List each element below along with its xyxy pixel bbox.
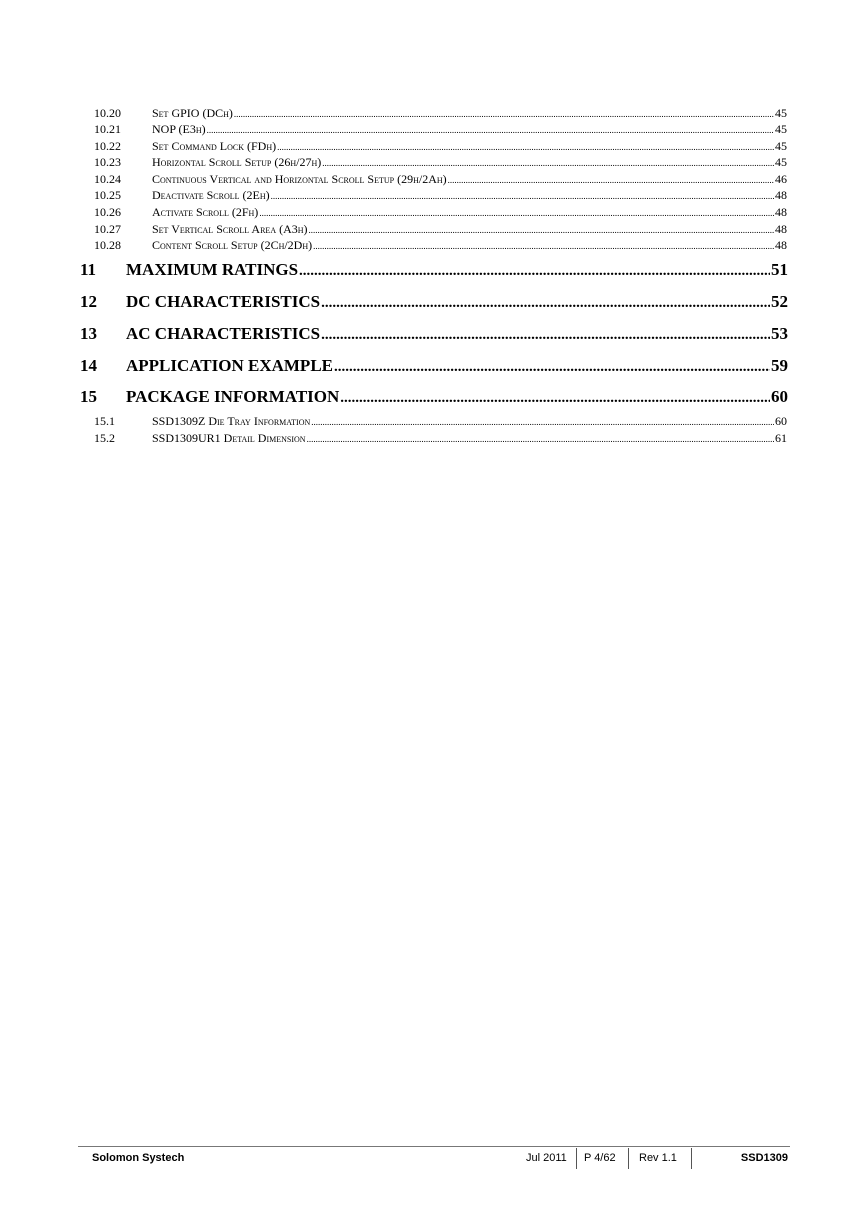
section-title: MAXIMUM RATINGS xyxy=(126,260,299,279)
page-number: P 4/62 xyxy=(584,1152,616,1164)
model-number: SSD1309 xyxy=(740,1152,788,1164)
section-title: APPLICATION EXAMPLE xyxy=(126,356,333,375)
toc-section-14[interactable] xyxy=(80,356,788,378)
entry-title: Set Command Lock (FDh) xyxy=(152,139,277,153)
entry-number: 10.24 xyxy=(94,172,121,186)
section-number: 15 xyxy=(80,387,97,406)
footer-divider xyxy=(628,1148,629,1169)
section-title: AC CHARACTERISTICS xyxy=(126,324,321,343)
dot-leader xyxy=(299,263,770,280)
toc-section-13[interactable] xyxy=(80,324,788,346)
entry-number: 10.26 xyxy=(94,205,121,219)
dot-leader xyxy=(259,208,774,218)
entry-title: Deactivate Scroll (2Eh) xyxy=(152,188,270,202)
dot-leader xyxy=(307,434,774,444)
toc-entry-10-28[interactable] xyxy=(94,238,787,254)
section-title: PACKAGE INFORMATION xyxy=(126,387,340,406)
entry-page: 45 xyxy=(775,155,787,169)
entry-title: Activate Scroll (2Fh) xyxy=(152,205,259,219)
entry-number: 10.27 xyxy=(94,222,121,236)
entry-page: 46 xyxy=(775,172,787,186)
toc-entry-15-1[interactable] xyxy=(94,414,787,430)
toc-entry-15-2[interactable] xyxy=(94,431,787,447)
dot-leader xyxy=(313,241,774,251)
toc-entry-10-23[interactable] xyxy=(94,155,787,171)
toc-entry-10-27[interactable] xyxy=(94,222,787,238)
company-name: Solomon Systech xyxy=(92,1152,185,1164)
toc-entry-10-26[interactable] xyxy=(94,205,787,221)
document-date: Jul 2011 xyxy=(526,1152,567,1164)
entry-page: 45 xyxy=(775,106,787,120)
entry-page: 48 xyxy=(775,222,787,236)
section-page: 59 xyxy=(771,356,788,375)
entry-title: Continuous Vertical and Horizontal Scroll Setup (29h/2Ah) xyxy=(152,172,447,186)
entry-number: 10.28 xyxy=(94,238,121,252)
dot-leader xyxy=(340,390,770,407)
entry-title: NOP (E3h) xyxy=(152,122,206,136)
section-page: 53 xyxy=(771,324,788,343)
dot-leader xyxy=(234,109,774,119)
entry-page: 48 xyxy=(775,188,787,202)
section-page: 51 xyxy=(771,260,788,279)
toc-section-15[interactable] xyxy=(80,387,788,409)
dot-leader xyxy=(311,417,774,427)
toc-entry-10-21[interactable] xyxy=(94,122,787,138)
dot-leader xyxy=(322,158,774,168)
dot-leader xyxy=(334,359,770,376)
dot-leader xyxy=(271,191,774,201)
dot-leader xyxy=(207,125,774,135)
entry-title: SSD1309UR1 Detail Dimension xyxy=(152,431,306,445)
section-title: DC CHARACTERISTICS xyxy=(126,292,321,311)
toc-section-12[interactable] xyxy=(80,292,788,314)
toc-section-11[interactable] xyxy=(80,260,788,282)
dot-leader xyxy=(321,295,770,312)
dot-leader xyxy=(277,142,774,152)
dot-leader xyxy=(448,175,774,185)
section-number: 11 xyxy=(80,260,97,279)
entry-page: 45 xyxy=(775,122,787,136)
revision: Rev 1.1 xyxy=(639,1152,677,1164)
toc-entry-10-22[interactable] xyxy=(94,139,787,155)
section-number: 12 xyxy=(80,292,97,311)
entry-page: 61 xyxy=(775,431,787,445)
entry-number: 10.23 xyxy=(94,155,121,169)
section-number: 14 xyxy=(80,356,97,375)
entry-title: SSD1309Z Die Tray Information xyxy=(152,414,311,428)
footer-divider xyxy=(576,1148,577,1169)
toc-entry-10-25[interactable] xyxy=(94,188,787,204)
section-number: 13 xyxy=(80,324,97,343)
toc-entry-10-24[interactable] xyxy=(94,172,787,188)
entry-number: 10.25 xyxy=(94,188,121,202)
entry-number: 10.20 xyxy=(94,106,121,120)
entry-title: Horizontal Scroll Setup (26h/27h) xyxy=(152,155,322,169)
entry-title: Set Vertical Scroll Area (A3h) xyxy=(152,222,308,236)
dot-leader xyxy=(309,225,774,235)
section-page: 60 xyxy=(771,387,788,406)
entry-page: 48 xyxy=(775,205,787,219)
entry-number: 10.22 xyxy=(94,139,121,153)
dot-leader xyxy=(321,327,770,344)
entry-page: 45 xyxy=(775,139,787,153)
page-footer xyxy=(78,1146,790,1171)
entry-title: Set GPIO (DCh) xyxy=(152,106,233,120)
entry-page: 60 xyxy=(775,414,787,428)
entry-page: 48 xyxy=(775,238,787,252)
entry-title: Content Scroll Setup (2Ch/2Dh) xyxy=(152,238,313,252)
entry-number: 10.21 xyxy=(94,122,121,136)
entry-number: 15.2 xyxy=(94,431,115,445)
footer-divider xyxy=(691,1148,692,1169)
toc-entry-10-20[interactable] xyxy=(94,106,787,122)
section-page: 52 xyxy=(771,292,788,311)
entry-number: 15.1 xyxy=(94,414,115,428)
